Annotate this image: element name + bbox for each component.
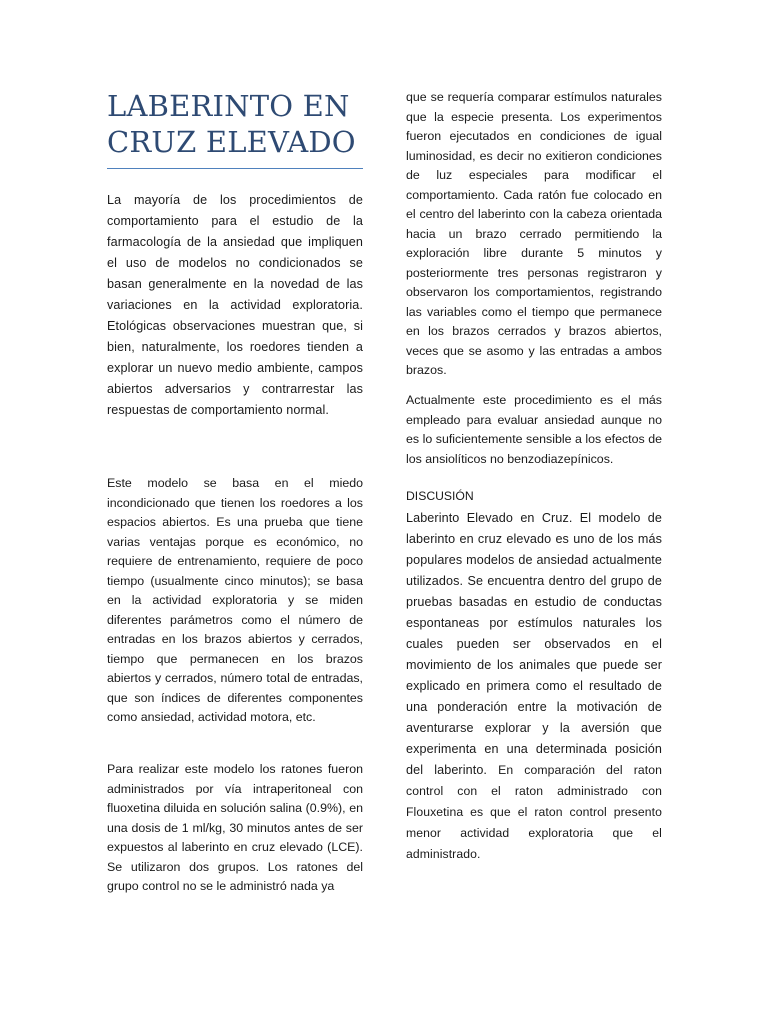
discussion-conclusion: En comparación del raton control con el raton administrado con Flouxetina es que el raton control presento menor actividad exploratoria que el administrado.	[406, 763, 662, 861]
left-paragraph-3: Para realizar este modelo los ratones fueron administrados por vía intraperitoneal con fluoxetina diluida en solución salina (0.9%), en una dosis de 1 ml/kg, 30 minutos antes de ser expuestos al laberinto en cruz elevado (LCE). Se utilizaron dos grupos. Los ratones del grupo control no se le administró nada ya	[107, 762, 363, 893]
title-underline	[107, 168, 363, 169]
right-paragraph-2: Actualmente este procedimiento es el más empleado para evaluar ansiedad aunque no es lo suficientemente sensible a los efectos de los ansiolíticos no benzodiazepínicos.	[406, 393, 662, 466]
document-title: LABERINTO EN CRUZ ELEVADO	[107, 89, 356, 159]
left-paragraph-1: La mayoría de los procedimientos de comportamiento para el estudio de la farmacología de la ansiedad que impliquen el uso de modelos no condicionados se basan generalmente en la novedad de las variaciones en la actividad exploratoria. Etológicas observaciones muestran que, si bien, naturalmente, los roedores tienden a explorar un nuevo medio ambiente, campos abiertos adversarios y contrarrestar las respuestas de comportamiento normal.	[107, 193, 363, 417]
section-heading-discusion: DISCUSIÓN	[406, 489, 474, 503]
right-paragraph-3	[406, 508, 662, 865]
right-paragraph-1: que se requería comparar estímulos naturales que la especie presenta. Los experimentos fueron ejecutados en condiciones de igual luminosidad, es decir no exitieron condiciones de luz especiales para modificar el comportamiento. Cada ratón fue colocado en el centro del laberinto con la cabeza orientada hacia un brazo cerrado permitiendo la exploración libre durante 5 minutos y posteriormente tres personas registraron y observaron los comportamientos, registrando las variables como el tiempo que permanece en los brazos cerrados y brazos abiertos, veces que se asomo y las entradas a ambos brazos.	[406, 90, 662, 377]
discussion-text: Laberinto Elevado en Cruz. El modelo de laberinto en cruz elevado es uno de los más populares modelos de ansiedad actualmente utilizados. Se encuentra dentro del grupo de pruebas basadas en estudio de conductas espontaneas por estímulos naturales los cuales pueden ser observados en el movimiento de los animales que puede ser explicado en primera como el resultado de una ponderación entre la motivación de aventurarse explorar y la aversión que experimenta en una determinada posición del laberinto.	[406, 511, 662, 777]
left-paragraph-2: Este modelo se basa en el miedo incondicionado que tienen los roedores a los espacios abiertos. Es una prueba que tiene varias ventajas porque es económico, no requiere de entrenamiento, requiere de poco tiempo (usualmente cinco minutos); se basa en la actividad exploratoria y se miden diferentes parámetros como el número de entradas en los brazos abiertos y cerrados, tiempo que permanecen en los brazos abiertos y cerrados, número total de entradas, que son índices de diferentes componentes como ansiedad, actividad motora, etc.	[107, 476, 363, 724]
